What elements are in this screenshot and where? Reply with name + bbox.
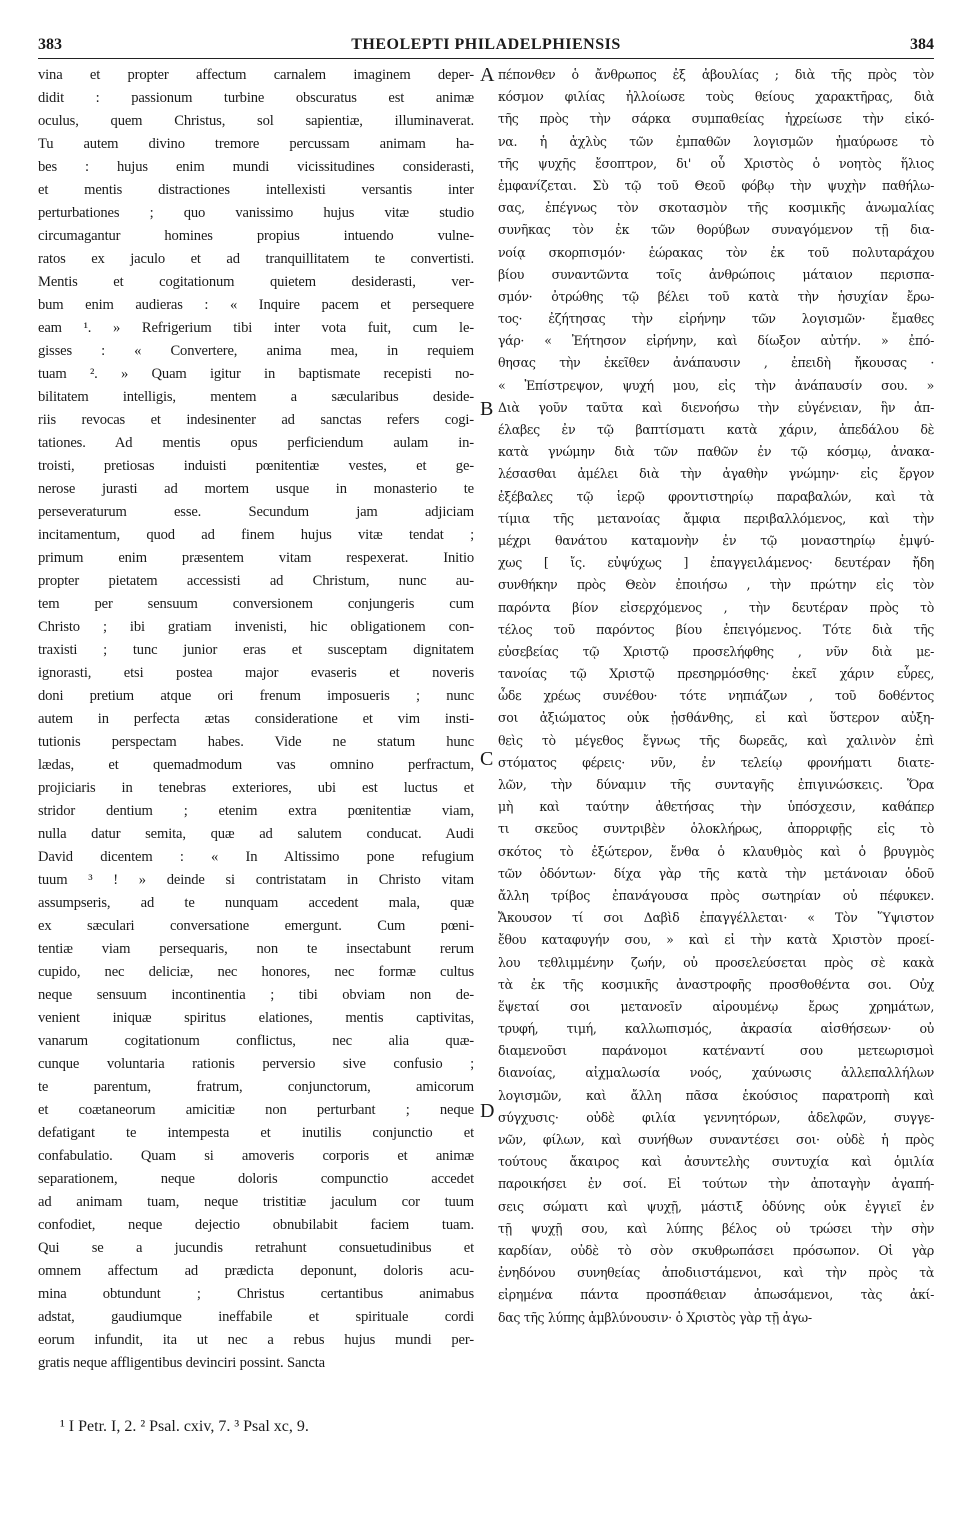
text-line: να. ἡ ἀχλὺς τῶν ἐμπαθῶν λογισμῶν ἠμαύρωσε τὸ bbox=[498, 133, 934, 149]
text-line: διανοίας, αἰχμαλωσία νοός, χαύνωσις ἀλλεπαλλήλων bbox=[498, 1065, 934, 1081]
text-line: τι σκεῦος συντριβὲν ὁλοκλήρως, ἀπορριφῇς εἰς τὸ bbox=[498, 821, 934, 837]
text-line: νῶν, φίλων, καὶ συνήθων συναντέσει σοι· οὐδὲ ἡ πρὸς bbox=[498, 1132, 934, 1147]
text-line: συνθήκην πρὸς Θεὸν ἐποιήσω , τὴν πρώτην εἰς τὸν bbox=[498, 577, 934, 593]
text-line: Διὰ γοῦν ταῦτα καὶ διενοήσω τὴν εὐγένειαν, ἣν ἀπ- bbox=[498, 399, 934, 415]
section-marker-c: C bbox=[480, 748, 494, 770]
text-line: et mentis distractiones intellexisti versantis inter bbox=[38, 182, 474, 198]
text-line: troisti, pretiosas induisti pœnitentiæ vestes, et ge- bbox=[38, 458, 474, 474]
text-line: David dicentem : « In Altissimo pone refugium bbox=[38, 849, 474, 865]
text-line: tationes. Ad mentis opus perficiendum aulam in- bbox=[38, 435, 474, 451]
text-line: perturbationes ; quo vanissimo hujus vitæ studio bbox=[38, 205, 474, 221]
text-line: μὴ καὶ ταύτην ἀθετήσας τὴν ὑπόσχεσιν, καθάπερ bbox=[498, 799, 934, 815]
text-line: τῶν ὀδόντων· δίχα γὰρ τῆς κατὰ τὴν μετάνοιαν ὁδοῦ bbox=[498, 865, 934, 881]
text-line: γάρ· « Ἐήτησον εἰρήνην, καὶ δίωξον αὐτήν. » ἐπό- bbox=[498, 333, 934, 349]
text-line: τὰ ἐκ τῆς κοσμικῆς ἀναστροφῆς προσθοθέντα σοι. Οὐχ bbox=[498, 976, 934, 992]
text-line: vanarum cogitationum conflictus, nec alia quæ- bbox=[38, 1033, 474, 1049]
text-line: εὐσεβείας τῷ Χριστῷ προσελήφθης , νῦν διὰ με- bbox=[498, 643, 934, 659]
text-line: bes : hujus enim mundi vicissitudines considerasti, bbox=[38, 159, 474, 175]
text-line: tutionis perspectam habes. Vide ne statum hunc bbox=[38, 734, 474, 750]
text-line: stridor dentium ; etenim extra pœnitentiæ viam, bbox=[38, 803, 474, 819]
text-line: traxisti ; tunc junior eras et susceptam dignitatem bbox=[38, 642, 474, 658]
text-line: riis revocas et indesinenter ad sanctas refers cogi- bbox=[38, 412, 474, 428]
text-line: ignorasti, etsi postea major evaseris et noveris bbox=[38, 665, 474, 681]
text-line: σμόν· ὀτρώθης τῷ βέλει τοῦ κατὰ τὴν ἡσυχίαν ἔρω- bbox=[498, 288, 934, 304]
text-line: λέσασθαι ἀμέλει διὰ τὴν ἀγαθὴν γνώμην· εἰς ἔργον bbox=[498, 466, 934, 482]
text-line: σεις σώματι καὶ ψυχῇ, μάστιξ ὀδύνης οὐκ ἐγγιεῖ ἐν bbox=[498, 1198, 934, 1214]
text-line: μέχρι θανάτου καταμονὴν ἐν τῷ μοναστηρίῳ ἐμψύ- bbox=[498, 532, 934, 548]
page-header bbox=[38, 36, 934, 59]
text-line: ratos ex jaculo et ad tranquillitatem te convertisti. bbox=[38, 251, 474, 267]
text-line: confabulatio. Quam si amoveris corporis et animæ bbox=[38, 1148, 474, 1164]
text-line: συνῆκας τὸν ἐκ τῶν θορύβων συναγόμενον τῇ δια- bbox=[498, 222, 934, 238]
text-line: σκότος τὸ ἐξώτερον, ἔνθα ὁ κλαυθμὸς καὶ ὁ βρυγμὸς bbox=[498, 843, 934, 859]
text-line: oculus, quem Christus, sol sapientiæ, illuminaverat. bbox=[38, 113, 474, 129]
text-line: nerose jurasti ad mortem usque in monasterio te bbox=[38, 481, 474, 497]
text-line: primum enim præsentem vitam respexerat. Initio bbox=[38, 550, 474, 566]
text-line: cunque voluntaria rationis perversio sive confusio ; bbox=[38, 1056, 474, 1072]
text-line: ἕψεταί σοι μετανοεῖν αἱρουμένῳ ἔρως χρημάτων, bbox=[498, 998, 934, 1014]
text-line: tem per sensuum conversionem conjungeris cum bbox=[38, 596, 474, 612]
running-title: THEOLEPTI PHILADELPHIENSIS bbox=[351, 36, 621, 53]
text-line: propter pietatem accessisti ad Christum, nunc au- bbox=[38, 573, 474, 589]
text-line: ad animam tuam, neque tristitiæ jaculum cor tuum bbox=[38, 1194, 474, 1210]
text-line: στόματος φέρεις· νῦν, ἐν τελείῳ φρονήματι διατε- bbox=[498, 754, 934, 770]
text-line: Tu autem divino tremore percussam animam ha- bbox=[38, 136, 474, 152]
text-line: Christo ; ibi gratiam invenisti, hic obligationem con- bbox=[38, 619, 474, 635]
text-line: τέλος τοῦ παρόντος βίου ἐπειγόμενος. Τότε διὰ τῆς bbox=[498, 621, 934, 637]
text-line: νοίᾳ σκορπισμόν· ἑώρακας τὸν ἐκ τοῦ πολυταράχου bbox=[498, 244, 934, 260]
text-line: mina obtundunt ; Christus certantibus animabus bbox=[38, 1286, 474, 1302]
text-line: bilitatem intelligis, mentem a sæcularibus deside- bbox=[38, 389, 474, 405]
text-line: λῶν, τὴν δύναμιν τῆς συνταγῆς ἐπιγινώσκεις. Ὅρα bbox=[498, 777, 934, 792]
text-line: πέπονθεν ὁ ἄνθρωπος ἐξ ἀβουλίας ; διὰ τῆς πρὸς τὸν bbox=[498, 67, 934, 82]
text-line: circumagantur homines propius intuendo vulne- bbox=[38, 228, 474, 244]
page-number-left: 383 bbox=[38, 36, 62, 53]
text-line: τίμια τῆς μετανοίας ἄμφια περιβαλλόμενος, καὶ τὴν bbox=[498, 510, 934, 526]
text-line: εἰρημένα πάντα προσπάθειαν ἀπωσάμενοι, τὰς ἀκί- bbox=[498, 1287, 934, 1303]
text-line: nulla datur semita, quæ ad salutem conducat. Audi bbox=[38, 826, 474, 842]
text-line: παρόντα βίον εἰσερχόμενος , τὴν δευτέραν πρὸς τὸ bbox=[498, 599, 934, 615]
text-line: bum enim audieras : « Inquire pacem et persequere bbox=[38, 297, 474, 313]
text-line: λου τεθλιμμένην ζωήν, οὐ προσελεύσεται πρὸς σὲ κακὰ bbox=[498, 954, 934, 970]
text-line: χως [ ἴς. εὐψύχως ] ἐπαγγειλάμενος· δευτέραν ἤδη bbox=[498, 555, 934, 571]
section-marker-a: A bbox=[480, 64, 495, 86]
text-line: incitamentum, quod ad finem hujus vitæ tendat ; bbox=[38, 527, 474, 543]
text-line: ἄλλη τρίβος ἐπανάγουσα πρὸς σωτηρίαν οὐ πέφυκεν. bbox=[498, 887, 934, 903]
text-line: ἔθου καταφυγήν σου, » καὶ εἰ τὴν κατὰ Χριστὸν προεί- bbox=[498, 932, 934, 948]
text-line: ὧδε χρέως συνέθου· τότε νηπιάζων , τοῦ δοθέντος bbox=[498, 688, 934, 704]
text-line: tuam ². » Quam igitur in baptismate recepisti no- bbox=[38, 366, 474, 382]
text-line: confodiet, neque dejectio obnubilabit faciem tuam. bbox=[38, 1217, 474, 1233]
text-line: τανοίας τῷ Χριστῷ πρεσηρμόσθης· ἐκεῖ χάριν εὗρες, bbox=[498, 666, 934, 682]
text-line: κατὰ γνώμην διὰ τῶν παθῶν ἐν τῷ κόσμῳ, ἀνακα- bbox=[498, 444, 934, 460]
text-line: ἐξέβαλες τῷ ἱερῷ φροντιστηρίῳ παραβαλών, καὶ τὰ bbox=[498, 488, 934, 504]
text-line: καρδίαν, οὐδὲ τὸ σὸν σκυθρωπάσει πρόσωπον. Οἱ γὰρ bbox=[498, 1242, 934, 1258]
text-line: venient iniquæ spiritus elationes, mentis captivitas, bbox=[38, 1010, 474, 1026]
text-line: et coætaneorum amicitiæ non perturbant ; neque bbox=[38, 1102, 474, 1118]
text-line: gisses : « Convertere, anima mea, in requiem bbox=[38, 343, 474, 359]
text-line: « Ἐπίστρεψον, ψυχή μου, εἰς τὴν ἀνάπαυσίν σου. » bbox=[498, 377, 934, 393]
section-marker-b: B bbox=[480, 398, 494, 420]
text-line: διαμενοῦσι παράνομοι κατέναντί σου μετεωρισμοὶ bbox=[498, 1043, 934, 1059]
text-line: gratis neque affligentibus devinciri possint. Sancta bbox=[38, 1355, 325, 1371]
text-line: θεὶς τὸ μέγεθος ἔγνως τῆς δωρεᾶς, καὶ χαλινὸν ἐπὶ bbox=[498, 732, 934, 748]
text-line: λογισμῶν, καὶ ἄλλη πᾶσα ἑκούσιος παρατροπὴ καὶ bbox=[498, 1087, 934, 1103]
text-line: defatigant te intempesta et inutilis conjunctio et bbox=[38, 1125, 474, 1141]
text-line: vina et propter affectum carnalem imaginem deper- bbox=[38, 67, 474, 83]
text-line: θησας τὴν ἐκεῖθεν ἀνάπαυσιν , ἐπειδὴ ἤκουσας · bbox=[498, 355, 934, 371]
text-line: perseveraturum esse. Secundum jam adjiciam bbox=[38, 504, 474, 520]
text-line: eam ¹. » Refrigerium tibi inter vota fuit, cum le- bbox=[38, 320, 474, 336]
text-line: δας τῆς λύπης ἀμβλύνουσιν· ὁ Χριστὸς γὰρ τῇ ἀγω- bbox=[498, 1309, 812, 1325]
text-line: κόσμον φιλίας ἠλλοίωσε τοὺς θείους χαρακτῆρας, διὰ bbox=[498, 89, 934, 105]
text-line: Ἄκουσον τί σοι Δαβὶδ ἐπαγγέλλεται· « Τὸν Ὕψιστον bbox=[498, 910, 934, 926]
text-line: ex sæculari conversatione emergunt. Cum pœni- bbox=[38, 918, 474, 934]
text-line: autem in perfecta ætas consideratione et vim insti- bbox=[38, 711, 474, 727]
text-line: τῇ ψυχῇ σου, καὶ λύπης βέλος οὐ τρώσει τὴν σὴν bbox=[498, 1220, 934, 1236]
text-line: τῆς ψυχῆς ἔσοπτρον, δι' οὗ Χριστὸς ὁ νοητὸς ἥλιος bbox=[498, 155, 934, 171]
text-line: doni pretium atque ori frenum imposueris ; nunc bbox=[38, 688, 474, 704]
text-line: eorum infundit, ita ut nec a rebus hujus mundi per- bbox=[38, 1332, 474, 1348]
text-line: τῆς πρὸς τὴν σάρκα συμπαθείας ἠχρείωσε τὴν εἰκό- bbox=[498, 111, 934, 127]
text-line: Mentis et cogitationum quietem desiderasti, ver- bbox=[38, 274, 474, 290]
text-line: te parentum, fratrum, conjunctorum, amicorum bbox=[38, 1079, 474, 1095]
text-line: ἐμφανίζεται. Σὺ τῷ τοῦ Θεοῦ φόβῳ τὴν ψυχὴν παθήλω- bbox=[498, 177, 934, 193]
text-line: lædas, et quemadmodum vas omnino perfractum, bbox=[38, 757, 474, 773]
text-line: βίου συναντῶντα τοῖς ἀνθρώποις μάταιον περισπα- bbox=[498, 266, 934, 282]
text-line: σοι ἀξιώματος οὐκ ᾐσθάνθης, εἰ καὶ ὕστερον αὐξη- bbox=[498, 710, 934, 726]
greek-column bbox=[498, 64, 934, 1389]
text-line: τούτους ἄκαιρος καὶ ἀσυντελὴς συντυχία καὶ ὁμιλία bbox=[498, 1154, 934, 1170]
text-line: omnem affectum ad prædicta deponunt, doloris acu- bbox=[38, 1263, 474, 1279]
latin-column bbox=[38, 64, 474, 1389]
text-line: σύγχυσις· οὐδὲ φιλία γεννητόρων, ἀδελφῶν, συγγε- bbox=[498, 1109, 934, 1125]
text-line: ἐνηδόνου συνηθείας ἀποδιιστάμενοι, καὶ τὴν πρὸς τὰ bbox=[498, 1265, 934, 1281]
text-line: neque sensuum incontinentia ; tibi obviam non de- bbox=[38, 987, 474, 1003]
text-line: separationem, neque doloris compunctio accedet bbox=[38, 1171, 474, 1187]
text-line: Qui se a jucundis retrahunt consuetudinibus et bbox=[38, 1240, 474, 1256]
text-line: τρυφή, τιμή, καλλωπισμός, ἀκρασία αἰσθήσεων· οὐ bbox=[498, 1021, 934, 1037]
text-line: tentiæ viam persequaris, non te insectabunt rerum bbox=[38, 941, 474, 957]
text-line: projiciaris in tenebras exteriores, ubi est luctus et bbox=[38, 780, 474, 796]
section-marker-d: D bbox=[480, 1100, 495, 1122]
text-line: cupido, nec deliciæ, nec honores, nec formæ cultus bbox=[38, 964, 474, 980]
text-line: τος· ἐζήτησας τὴν εἰρήνην τῶν λογισμῶν· ἔμαθες bbox=[498, 311, 934, 327]
page-number-right: 384 bbox=[910, 36, 934, 53]
text-line: έλαβες ἐν τῷ βαπτίσματι κατὰ χάριν, ἀπεδάλου δὲ bbox=[498, 422, 934, 437]
text-line: παροικήσει ἐν σοί. Εἰ τούτων τὴν ἀποταγὴν ἀγαπή- bbox=[498, 1176, 934, 1192]
text-line: tuum ³ ! » deinde si contristatam in Christo vitam bbox=[38, 872, 474, 888]
text-line: σας, ἐπέγνως τὸν σκοτασμὸν τῆς κοσμικῆς ἀνωμαλίας bbox=[498, 200, 934, 216]
text-line: assumpseris, ad te nunquam accedent mala, quæ bbox=[38, 895, 474, 911]
text-line: adstat, gaudiumque ineffabile et spirituale cordi bbox=[38, 1309, 474, 1325]
text-line: didit : passionum turbine obscuratus est animæ bbox=[38, 90, 474, 106]
footnotes: ¹ I Petr. I, 2. ² Psal. cxiv, 7. ³ Psal xc, 9. bbox=[60, 1418, 309, 1435]
